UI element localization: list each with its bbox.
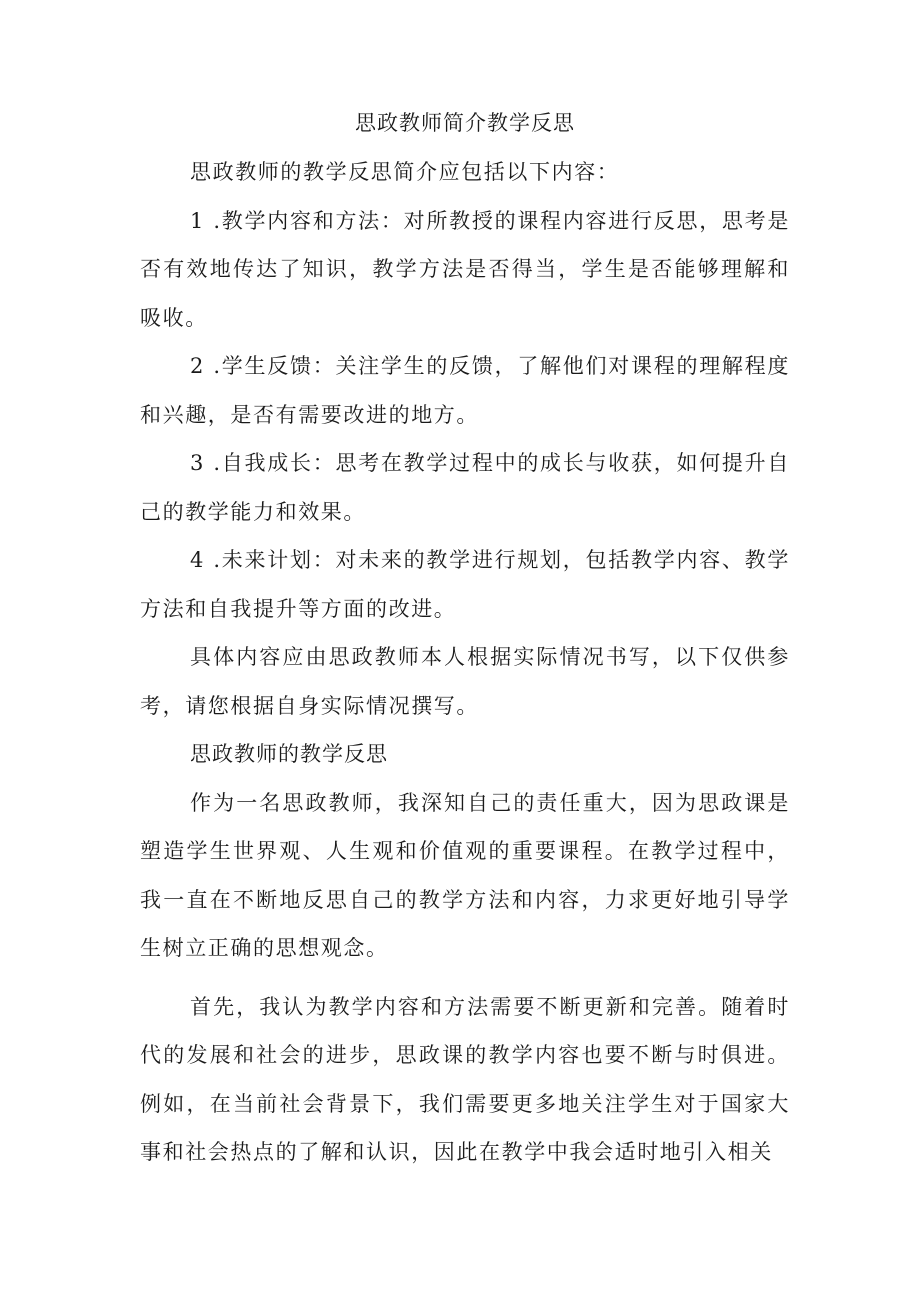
paragraph-gap xyxy=(140,973,790,983)
document-title: 思政教师简介教学反思 xyxy=(355,111,575,135)
intro-paragraph: 思政教师的教学反思简介应包括以下内容： xyxy=(190,160,620,184)
section-heading: 思政教师的教学反思 xyxy=(190,742,388,766)
list-item-2: 2 .学生反馈：关注学生的反馈，了解他们对课程的理解程度和兴趣，是否有需要改进的地方。 xyxy=(140,354,790,427)
list-item-3: 3 .自我成长：思考在教学过程中的成长与收获，如何提升自己的教学能力和效果。 xyxy=(140,451,790,524)
list-item-1: 1 .教学内容和方法：对所教授的课程内容进行反思，思考是否有效地传达了知识，教学方法是否得当，学生是否能够理解和吸收。 xyxy=(140,208,790,330)
body-paragraph-2: 首先，我认为教学内容和方法需要不断更新和完善。随着时代的发展和社会的进步，思政课的教学内容也要不断与时俱进。例如，在当前社会背景下，我们需要更多地关注学生对于国家大事和社会热点的了解和认识，因此在教学中我会适时地引入相关 xyxy=(140,994,790,1164)
document-page xyxy=(140,100,790,1177)
body-paragraph-1: 作为一名思政教师，我深知自己的责任重大，因为思政课是塑造学生世界观、人生观和价值观的重要课程。在教学过程中，我一直在不断地反思自己的教学方法和内容，力求更好地引导学生树立正确的思想观念。 xyxy=(140,790,790,960)
note-paragraph: 具体内容应由思政教师本人根据实际情况书写，以下仅供参考，请您根据自身实际情况撰写。 xyxy=(140,645,790,718)
list-item-4: 4 .未来计划：对未来的教学进行规划，包括教学内容、教学方法和自我提升等方面的改进。 xyxy=(140,548,790,621)
